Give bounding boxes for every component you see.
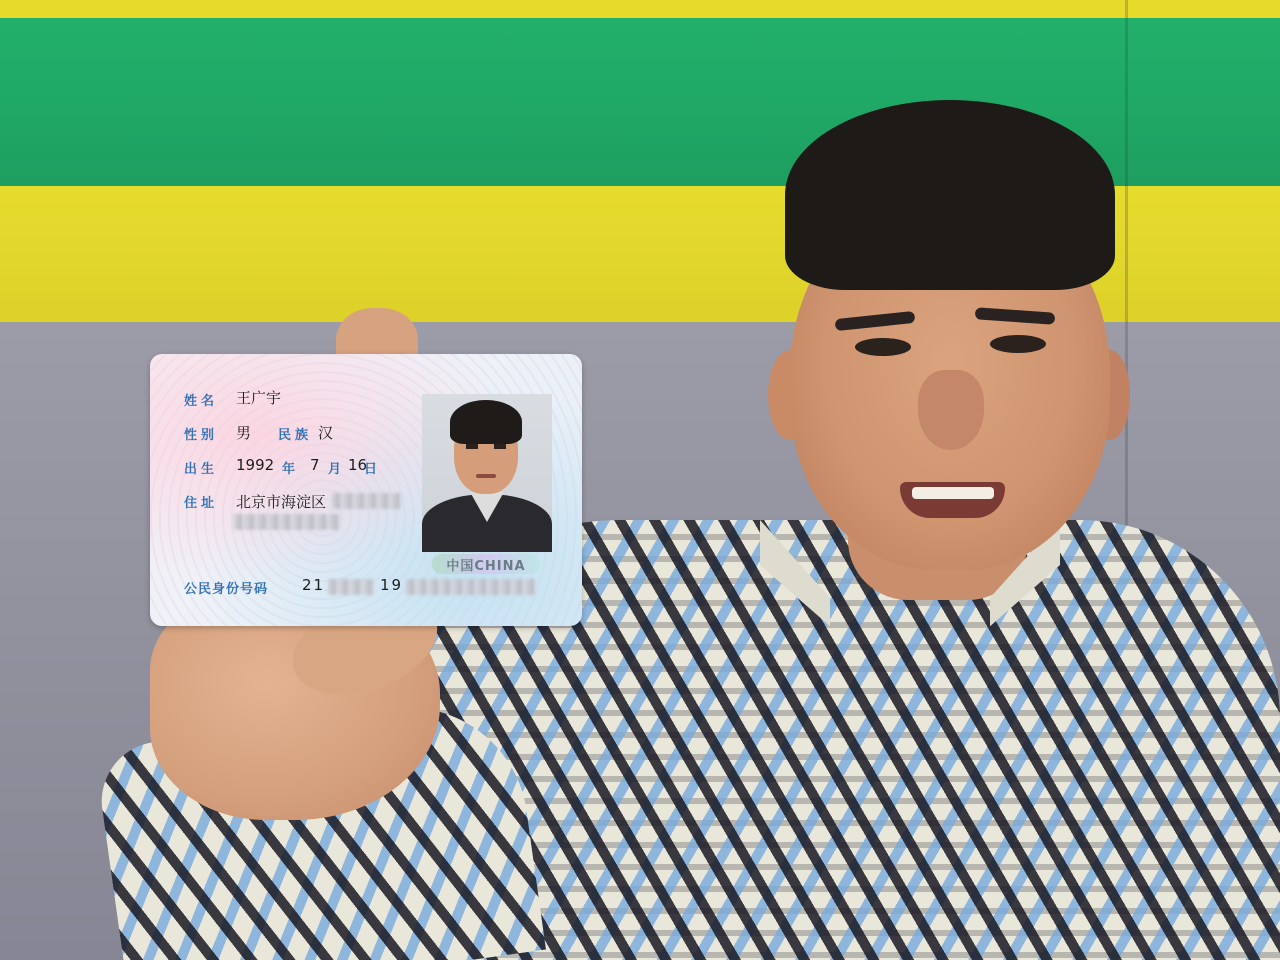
portrait-hair	[450, 400, 522, 444]
portrait-photo	[422, 394, 552, 552]
birth-day-unit: 日	[364, 462, 378, 477]
ethnicity-label: 民族	[278, 428, 313, 443]
wall-yellow-stripe-top	[0, 0, 1280, 18]
birth-year: 1992	[236, 456, 275, 474]
id-card	[150, 354, 582, 626]
birth-day: 16	[348, 456, 368, 474]
right-eye	[990, 335, 1046, 353]
id-number-label: 公民身份号码	[184, 582, 269, 597]
nose	[918, 370, 984, 450]
address-redaction-line2	[234, 514, 340, 530]
address-label: 住址	[184, 496, 219, 511]
id-number-part1: 21	[302, 576, 326, 594]
id-number-redaction-2	[406, 579, 536, 595]
sex-label: 性别	[184, 428, 219, 443]
left-eye	[855, 338, 911, 356]
birth-month-unit: 月	[328, 462, 342, 477]
name-value: 王广宇	[236, 389, 282, 407]
birth-label: 出生	[184, 462, 219, 477]
id-number-part2: 19	[380, 576, 404, 594]
id-number-redaction-1	[328, 579, 374, 595]
birth-year-unit: 年	[282, 462, 296, 477]
hair	[785, 100, 1115, 290]
birth-month: 7	[310, 456, 320, 474]
china-hologram: 中国CHINA	[432, 554, 540, 574]
portrait-eyes	[466, 444, 506, 449]
portrait-mouth	[476, 474, 496, 478]
address-redaction	[332, 493, 400, 509]
address-value: 北京市海淀区	[236, 493, 327, 511]
name-label: 姓名	[184, 394, 219, 409]
ethnicity-value: 汉	[318, 424, 334, 442]
sex-value: 男	[236, 424, 252, 442]
teeth	[912, 487, 994, 499]
